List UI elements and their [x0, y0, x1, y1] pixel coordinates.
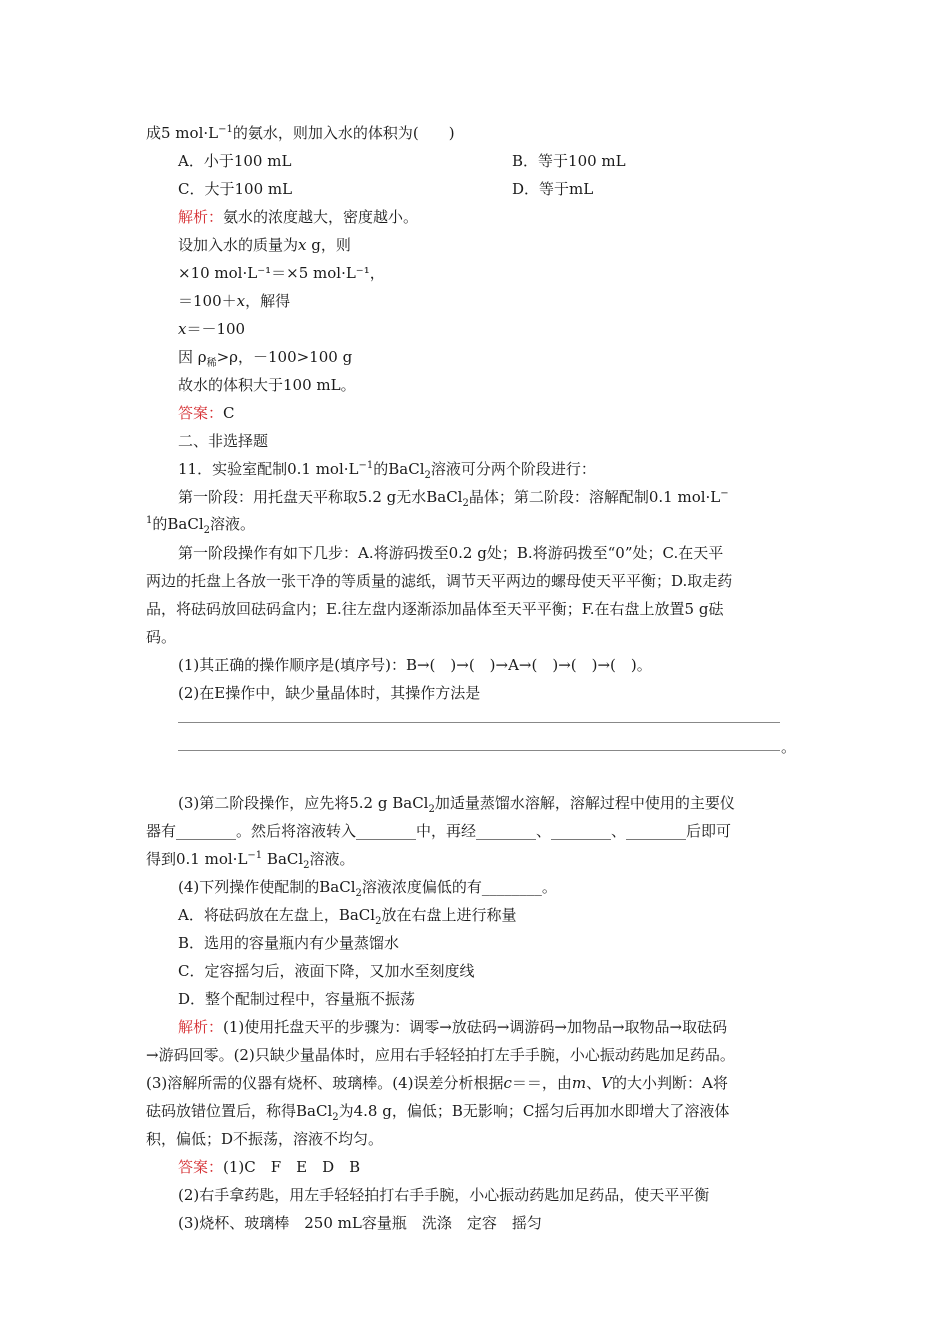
q11-steps-line-3: 品，将砝码放回砝码盒内；E.往左盘内逐渐添加晶体至天平平衡；F.在右盘上放置5 g砝	[146, 600, 724, 618]
q10-analysis-line-7: 故水的体积大于100 mL。	[178, 376, 356, 394]
q11-stage-line-2: $^1$的BaCl$_2$溶液。	[146, 515, 256, 536]
q10-analysis-line-2: 设加入水的质量为x g，则	[178, 236, 351, 254]
q10-option-a: A．小于100 mL	[178, 152, 292, 170]
q10-analysis-line-3: ×10 mol·L⁻¹＝×5 mol·L⁻¹，	[178, 264, 385, 282]
q10-option-d: D．等于mL	[512, 180, 594, 198]
answer-blank-line	[178, 722, 780, 723]
q11-option-b: B．选用的容量瓶内有少量蒸馏水	[178, 934, 400, 952]
q11-option-d: D．整个配制过程中，容量瓶不振荡	[178, 990, 416, 1008]
q11-answer-line-3: (3)烧杯、玻璃棒 250 mL容量瓶 洗涤 定容 摇匀	[178, 1214, 542, 1232]
q11-sub-question-2: (2)在E操作中，缺少量晶体时，其操作方法是	[178, 684, 481, 702]
q11-sub-question-3-line-2: 器有________。然后将溶液转入________中，再经________、________、________后即可	[146, 822, 732, 840]
q10-analysis-line-4: ＝100＋x，解得	[178, 292, 291, 310]
q10-stem: 成5 $mol\cdot L^{-1}$的氨水，则加入水的体积为( )	[146, 124, 455, 142]
q11-stage-line-1: 第一阶段：用托盘天平称取5.2 g无水BaCl$_2$晶体；第二阶段：溶解配制0.1 mol·L−	[178, 488, 729, 509]
q10-option-b: B．等于100 mL	[512, 152, 626, 170]
q11-steps-line-1: 第一阶段操作有如下几步：A.将游码拨至0.2 g处；B.将游码拨至“0”处；C.在天平	[178, 544, 724, 562]
q11-steps-line-4: 码。	[146, 628, 177, 646]
q11-analysis-line-3: (3)溶解所需的仪器有烧杯、玻璃棒。(4)误差分析根据c＝＝，由m、V的大小判断：A将	[146, 1074, 728, 1092]
q11-sub-question-1: (1)其正确的操作顺序是(填序号)：B→( )→( )→A→( )→( )→( )。	[178, 656, 652, 674]
answer-label: 答案：	[178, 404, 224, 422]
q11-analysis-line-2: →游码回零。(2)只缺少量晶体时，应用右手轻轻拍打左手手腕，小心振动药匙加足药品。	[146, 1046, 735, 1064]
analysis-label: 解析：	[178, 208, 224, 226]
q11-sub-question-3-line-1: (3)第二阶段操作，应先将5.2 g BaCl$_2$加适量蒸馏水溶解，溶解过程中使用的主要仪	[178, 794, 735, 815]
answer-label: 答案：	[178, 1158, 224, 1176]
q11-sub-question-3-line-3: 得到0.1 $mol\cdot L^{-1}$ BaCl$_2$溶液。	[146, 850, 355, 871]
q10-analysis-line-6: 因 $\rho_稀>\rho$，－100>100 g	[178, 348, 353, 369]
q10-analysis-line-1: 解析：氨水的浓度越大，密度越小。	[178, 208, 419, 226]
analysis-label: 解析：	[178, 1018, 224, 1036]
q10-option-c: C．大于100 mL	[178, 180, 293, 198]
q11-analysis-line-1: 解析：(1)使用托盘天平的步骤为：调零→放砝码→调游码→加物品→取物品→取砝码	[178, 1018, 728, 1036]
blank-end-period: 。	[781, 738, 797, 756]
q11-analysis-line-4: 砝码放错位置后，称得BaCl$_2$为4.8 g，偏低；B无影响；C摇匀后再加水即增大了溶液体	[146, 1102, 730, 1123]
q10-analysis-line-5: x＝－100	[178, 320, 246, 338]
q11-answer-line-1: 答案：(1)C F E D B	[178, 1158, 361, 1176]
q11-stem: 11．实验室配制0.1 $mol\cdot L^{-1}$的BaCl$_2$溶液可分两个阶段进行：	[178, 460, 596, 481]
q11-analysis-line-5: 积，偏低；D不振荡，溶液不均匀。	[146, 1130, 384, 1148]
section-heading: 二、非选择题	[178, 432, 269, 450]
q11-option-a: A．将砝码放在左盘上，BaCl$_2$放在右盘上进行称量	[178, 906, 517, 927]
q11-answer-line-2: (2)右手拿药匙，用左手轻轻拍打右手手腕，小心振动药匙加足药品，使天平平衡	[178, 1186, 710, 1204]
q11-option-c: C．定容摇匀后，液面下降，又加水至刻度线	[178, 962, 475, 980]
answer-blank-line	[178, 750, 780, 751]
q11-steps-line-2: 两边的托盘上各放一张干净的等质量的滤纸，调节天平两边的螺母使天平平衡；D.取走药	[146, 572, 733, 590]
q11-sub-question-4: (4)下列操作使配制的BaCl$_2$溶液浓度偏低的有________。	[178, 878, 557, 899]
q10-answer: 答案：C	[178, 404, 235, 422]
